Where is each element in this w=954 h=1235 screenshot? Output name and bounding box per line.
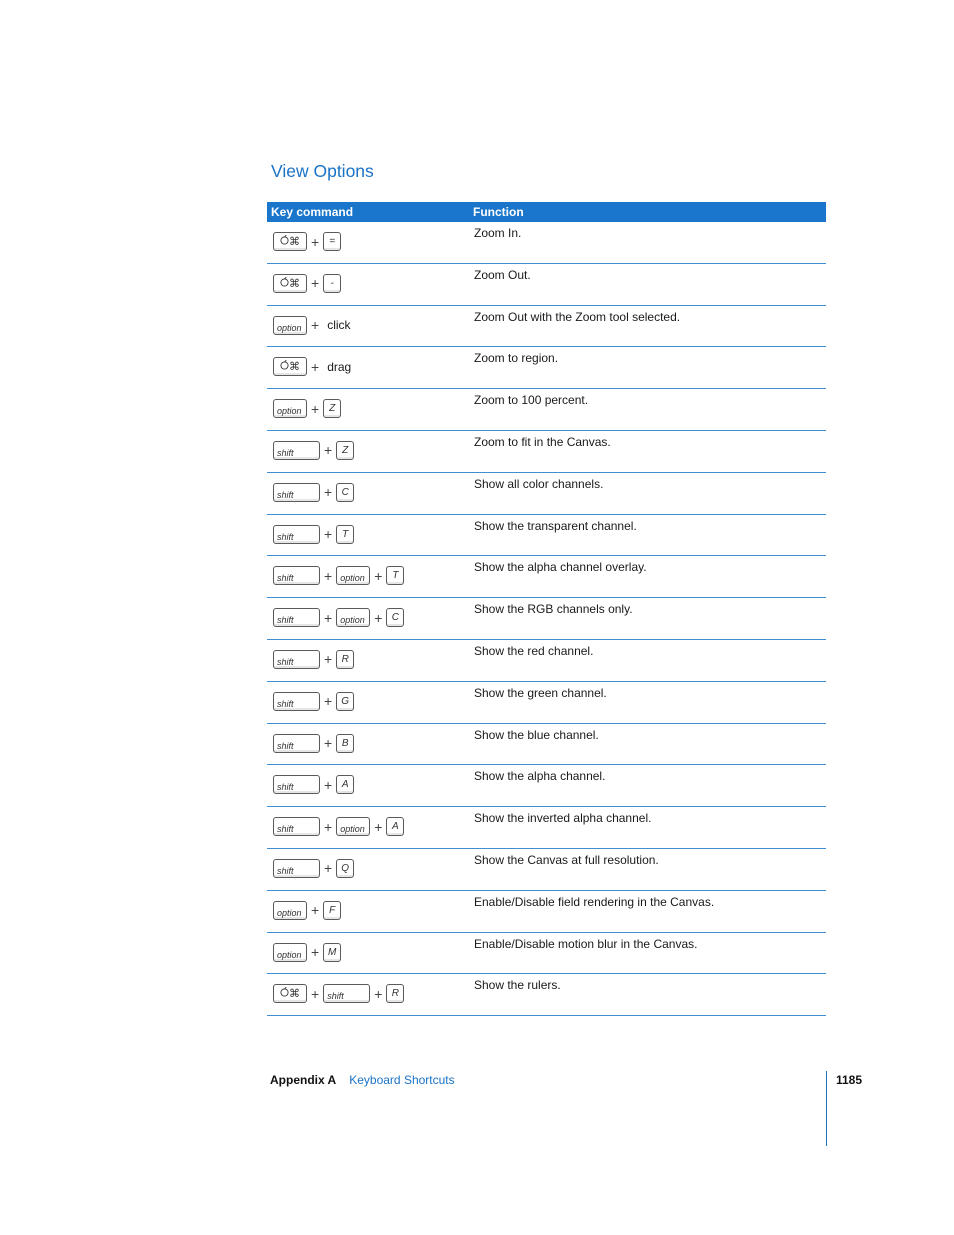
- plus-sign: +: [311, 275, 320, 292]
- option-key: [273, 901, 307, 920]
- function-description: Show the RGB channels only.: [474, 602, 633, 617]
- apple-icon: [280, 987, 289, 1000]
- command-key: [273, 357, 307, 376]
- shift-key-label: shift: [277, 531, 294, 542]
- key-combination: [273, 440, 354, 461]
- table-row: [267, 849, 826, 891]
- key-combination: [273, 816, 404, 837]
- function-description: Show the rulers.: [474, 978, 561, 993]
- function-description: Zoom Out.: [474, 267, 531, 282]
- command-key: [273, 274, 307, 293]
- plus-sign: +: [324, 693, 333, 710]
- shift-key: [273, 692, 320, 711]
- plus-sign: +: [324, 735, 333, 752]
- function-description: Show all color channels.: [474, 476, 604, 491]
- command-icon: ⌘: [289, 361, 300, 374]
- key-combination: [273, 565, 404, 586]
- key-combination: [273, 356, 351, 377]
- option-key-label: option: [340, 615, 365, 626]
- function-description: Zoom to fit in the Canvas.: [474, 434, 611, 449]
- shift-key: [273, 859, 320, 878]
- option-key: [336, 817, 370, 836]
- shift-key: [273, 525, 320, 544]
- plus-sign: +: [324, 776, 333, 793]
- shift-key: [273, 566, 320, 585]
- table-row: [267, 431, 826, 473]
- option-key: [336, 566, 370, 585]
- key-combination: [273, 942, 341, 963]
- table-row: [267, 891, 826, 933]
- function-description: Show the inverted alpha channel.: [474, 811, 652, 826]
- shift-key-label: shift: [277, 447, 294, 458]
- letter-key: T: [336, 525, 354, 544]
- function-description: Show the red channel.: [474, 643, 594, 658]
- function-description: Show the green channel.: [474, 685, 607, 700]
- shift-key-label: shift: [277, 740, 294, 751]
- key-combination: [273, 733, 354, 754]
- apple-icon: [280, 235, 289, 248]
- shortcut-table: [267, 202, 826, 1016]
- option-key-label: option: [277, 322, 302, 333]
- table-row: [267, 389, 826, 431]
- table-row: [267, 598, 826, 640]
- letter-key: B: [336, 734, 354, 753]
- shift-key-label: shift: [277, 698, 294, 709]
- option-key: [273, 316, 307, 335]
- plus-sign: +: [324, 567, 333, 584]
- plus-sign: +: [324, 484, 333, 501]
- footer-section: Keyboard Shortcuts: [349, 1073, 455, 1087]
- option-key: [336, 608, 370, 627]
- plus-sign: +: [374, 567, 383, 584]
- function-description: Enable/Disable field rendering in the Canvas.: [474, 894, 715, 909]
- command-key: [273, 232, 307, 251]
- shift-key-label: shift: [277, 865, 294, 876]
- shift-key: [273, 817, 320, 836]
- plus-sign: +: [324, 609, 333, 626]
- letter-key: R: [336, 650, 354, 669]
- plus-sign: +: [311, 944, 320, 961]
- table-row: [267, 222, 826, 264]
- table-row: [267, 264, 826, 306]
- command-icon: ⌘: [289, 277, 300, 290]
- letter-key: R: [386, 984, 404, 1003]
- apple-icon: [280, 277, 289, 290]
- shift-key-label: shift: [277, 489, 294, 500]
- table-row: [267, 933, 826, 975]
- table-row: [267, 347, 826, 389]
- plus-sign: +: [374, 985, 383, 1002]
- table-body: [267, 222, 826, 1016]
- option-key: [273, 399, 307, 418]
- key-combination: [273, 649, 354, 670]
- key-combination: [273, 900, 341, 921]
- key-combination: [273, 983, 404, 1004]
- shift-key-label: shift: [277, 824, 294, 835]
- function-description: Show the blue channel.: [474, 727, 599, 742]
- table-row: [267, 556, 826, 598]
- plus-sign: +: [374, 609, 383, 626]
- header-key-command: Key command: [271, 205, 354, 219]
- function-description: Zoom Out with the Zoom tool selected.: [474, 309, 681, 324]
- key-combination: [273, 273, 341, 294]
- letter-key: A: [386, 817, 404, 836]
- table-row: [267, 515, 826, 557]
- mouse-action: drag: [327, 359, 352, 374]
- option-key-label: option: [340, 824, 365, 835]
- option-key: [273, 943, 307, 962]
- plus-sign: +: [324, 526, 333, 543]
- option-key-label: option: [277, 406, 302, 417]
- plus-sign: +: [311, 317, 320, 334]
- shift-key: [273, 483, 320, 502]
- key-combination: [273, 482, 354, 503]
- function-description: Enable/Disable motion blur in the Canvas.: [474, 936, 698, 951]
- plus-sign: +: [324, 442, 333, 459]
- shift-key: [273, 441, 320, 460]
- function-description: Show the Canvas at full resolution.: [474, 852, 659, 867]
- command-icon: ⌘: [289, 236, 300, 248]
- letter-key: Z: [336, 441, 354, 460]
- letter-key: M: [323, 943, 341, 962]
- key-combination: [273, 315, 351, 336]
- function-description: Show the transparent channel.: [474, 518, 637, 533]
- shift-key: [273, 734, 320, 753]
- mouse-action: click: [327, 318, 351, 333]
- table-row: [267, 807, 826, 849]
- table-row: [267, 765, 826, 807]
- key-combination: [273, 774, 354, 795]
- plus-sign: +: [374, 818, 383, 835]
- function-description: Zoom to region.: [474, 351, 559, 366]
- key-combination: [273, 691, 354, 712]
- letter-key: =: [323, 232, 341, 251]
- letter-key: F: [323, 901, 341, 920]
- shift-key: [273, 650, 320, 669]
- option-key-label: option: [340, 573, 365, 584]
- footer-divider: [826, 1071, 827, 1146]
- table-row: [267, 682, 826, 724]
- command-icon: ⌘: [289, 988, 300, 1001]
- letter-key: C: [386, 608, 404, 627]
- function-description: Show the alpha channel overlay.: [474, 560, 647, 575]
- plus-sign: +: [311, 233, 320, 250]
- plus-sign: +: [324, 818, 333, 835]
- shift-key-label: shift: [277, 615, 294, 626]
- shift-key: [273, 608, 320, 627]
- letter-key: Q: [336, 859, 354, 878]
- header-function: Function: [473, 205, 524, 219]
- letter-key: T: [386, 566, 404, 585]
- function-description: Zoom to 100 percent.: [474, 393, 589, 408]
- plus-sign: +: [311, 358, 320, 375]
- shift-key: [323, 984, 370, 1003]
- key-combination: [273, 858, 354, 879]
- plus-sign: +: [311, 400, 320, 417]
- letter-key: C: [336, 483, 354, 502]
- plus-sign: +: [311, 985, 320, 1002]
- footer: [270, 1073, 455, 1087]
- shift-key-label: shift: [327, 991, 344, 1002]
- shift-key-label: shift: [277, 656, 294, 667]
- key-combination: [273, 231, 341, 252]
- plus-sign: +: [324, 651, 333, 668]
- page-number: 1185: [836, 1073, 863, 1087]
- key-combination: [273, 398, 341, 419]
- shift-key-label: shift: [277, 782, 294, 793]
- letter-key: G: [336, 692, 354, 711]
- table-header: [267, 202, 826, 222]
- table-row: [267, 640, 826, 682]
- option-key-label: option: [277, 907, 302, 918]
- command-key: [273, 984, 307, 1003]
- table-row: [267, 473, 826, 515]
- table-row: [267, 724, 826, 766]
- key-combination: [273, 607, 404, 628]
- letter-key: -: [323, 274, 341, 293]
- shift-key-label: shift: [277, 573, 294, 584]
- key-combination: [273, 524, 354, 545]
- function-description: Show the alpha channel.: [474, 769, 606, 784]
- option-key-label: option: [277, 949, 302, 960]
- letter-key: Z: [323, 399, 341, 418]
- plus-sign: +: [324, 860, 333, 877]
- table-row: [267, 306, 826, 348]
- shift-key: [273, 775, 320, 794]
- apple-icon: [280, 360, 289, 373]
- page-title: View Options: [271, 161, 374, 181]
- letter-key: A: [336, 775, 354, 794]
- footer-appendix: Appendix A: [270, 1073, 337, 1087]
- function-description: Zoom In.: [474, 226, 522, 240]
- table-row: [267, 974, 826, 1016]
- plus-sign: +: [311, 902, 320, 919]
